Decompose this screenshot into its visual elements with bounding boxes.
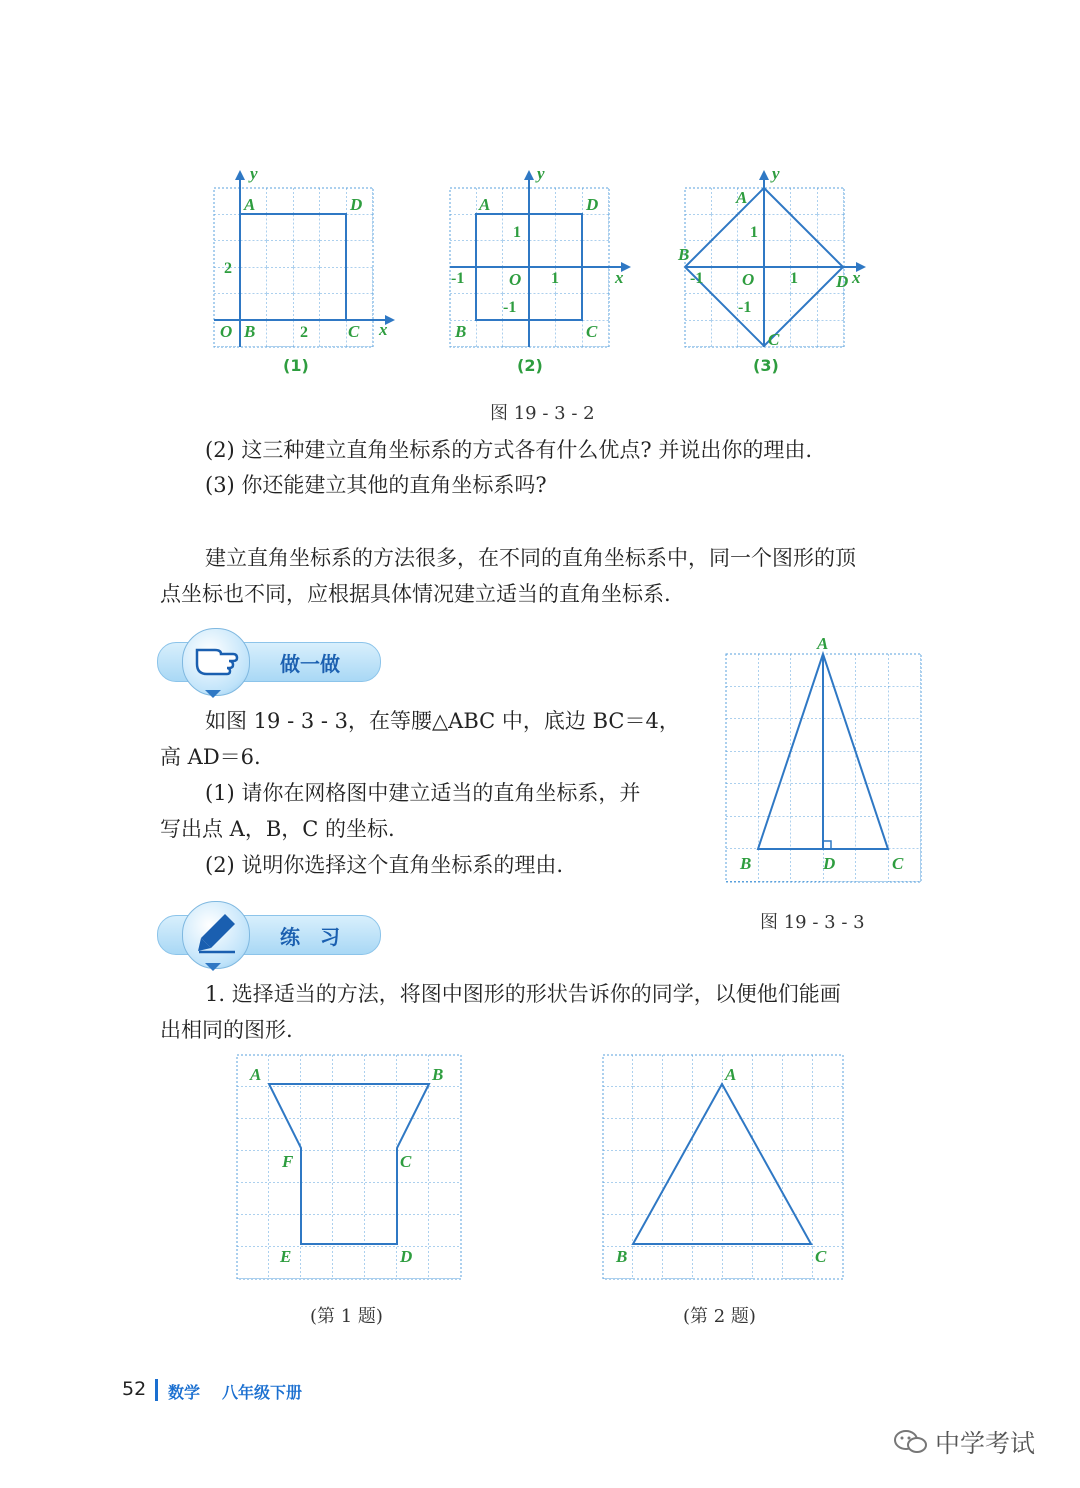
panel-1 <box>214 165 395 347</box>
question-2: (2) 这三种建立直角坐标系的方式各有什么优点? 并说出你的理由. <box>205 438 813 462</box>
tick-label: -1 <box>738 299 752 316</box>
tick-label: 1 <box>513 224 521 241</box>
try-it-banner <box>157 628 382 696</box>
point-label-b: B <box>244 322 256 341</box>
point-label-b: B <box>678 245 690 264</box>
paragraph-line-2: 点坐标也不同，应根据具体情况建立适当的直角坐标系. <box>160 582 671 606</box>
point-label-a: A <box>250 1065 262 1084</box>
point-label-b: B <box>616 1247 628 1266</box>
page-number: 52 <box>122 1378 147 1400</box>
tick-label: 1 <box>750 224 758 241</box>
point-label-d: D <box>836 272 849 291</box>
tick-label: 1 <box>790 270 798 287</box>
point-label-a: A <box>736 188 748 207</box>
try-it-line-3: (1) 请你在网格图中建立适当的直角坐标系，并 <box>205 781 641 805</box>
try-it-line-1: 如图 19 - 3 - 3，在等腰△ABC 中，底边 BC＝4， <box>205 709 680 733</box>
watermark <box>893 1424 1063 1460</box>
tick-label: 2 <box>224 260 232 277</box>
origin-label: O <box>220 322 233 341</box>
point-label-a: A <box>479 195 491 214</box>
book-grade: 八年级下册 <box>222 1383 303 1402</box>
origin-label: O <box>509 270 522 289</box>
watermark-text: 中学考试 <box>935 1429 1036 1458</box>
pencil-icon <box>195 910 239 954</box>
point-label-c: C <box>768 330 780 349</box>
point-label-c: C <box>400 1152 412 1171</box>
y-axis-label: y <box>537 165 545 183</box>
exercise-figure-1 <box>232 1050 467 1282</box>
exercise-title: 练 习 <box>280 925 340 949</box>
panel-3 <box>677 165 866 349</box>
tick-label: 2 <box>300 324 308 341</box>
y-axis-label: y <box>250 165 258 183</box>
wechat-icon <box>893 1428 929 1456</box>
footer-divider <box>155 1379 158 1401</box>
try-it-title: 做一做 <box>280 652 340 676</box>
hand-icon <box>193 642 239 680</box>
book-subject: 数学 <box>168 1383 201 1402</box>
tick-label: -1 <box>503 299 517 316</box>
point-label-d: D <box>823 854 836 873</box>
try-it-line-4: 写出点 A，B，C 的坐标. <box>160 817 395 841</box>
point-label-a: A <box>817 634 829 653</box>
x-axis-label: x <box>379 320 388 339</box>
x-axis-label: x <box>852 268 861 287</box>
figure-19-3-3 <box>720 632 925 892</box>
point-label-d: D <box>586 195 599 214</box>
point-label-e: E <box>280 1247 292 1266</box>
exercise-banner <box>157 900 382 970</box>
origin-label: O <box>742 270 755 289</box>
tick-label: -1 <box>451 270 465 287</box>
point-label-b: B <box>455 322 467 341</box>
panel-2 <box>450 165 631 347</box>
point-label-c: C <box>348 322 360 341</box>
point-label-b: B <box>432 1065 444 1084</box>
panel-1-caption: (1) <box>283 356 309 375</box>
paragraph-line-1: 建立直角坐标系的方法很多，在不同的直角坐标系中，同一个图形的顶 <box>205 546 856 570</box>
point-label-c: C <box>586 322 598 341</box>
exercise-figure-2-caption: (第 2 题) <box>683 1306 756 1327</box>
point-label-a: A <box>725 1065 737 1084</box>
panel-3-caption: (3) <box>753 356 779 375</box>
question-3: (3) 你还能建立其他的直角坐标系吗? <box>205 473 547 497</box>
exercise-figure-1-caption: (第 1 题) <box>310 1306 383 1327</box>
point-label-c: C <box>892 854 904 873</box>
point-label-c: C <box>815 1247 827 1266</box>
point-label-d: D <box>400 1247 413 1266</box>
figure-caption: 图 19 - 3 - 2 <box>490 403 595 424</box>
point-label-a: A <box>244 195 256 214</box>
figure-19-3-3-caption: 图 19 - 3 - 3 <box>760 912 865 933</box>
tick-label: -1 <box>690 270 704 287</box>
tick-label: 1 <box>551 270 559 287</box>
exercise-figure-2 <box>598 1050 848 1282</box>
x-axis-label: x <box>615 268 624 287</box>
y-axis-label: y <box>772 165 780 183</box>
point-label-d: D <box>350 195 363 214</box>
panel-2-caption: (2) <box>517 356 543 375</box>
point-label-f: F <box>282 1152 294 1171</box>
exercise-line-2: 出相同的图形. <box>160 1018 293 1042</box>
point-label-b: B <box>740 854 752 873</box>
try-it-line-2: 高 AD＝6. <box>160 745 261 769</box>
exercise-line-1: 1. 选择适当的方法，将图中图形的形状告诉你的同学，以便他们能画 <box>205 982 841 1006</box>
try-it-line-5: (2) 说明你选择这个直角坐标系的理由. <box>205 853 564 877</box>
